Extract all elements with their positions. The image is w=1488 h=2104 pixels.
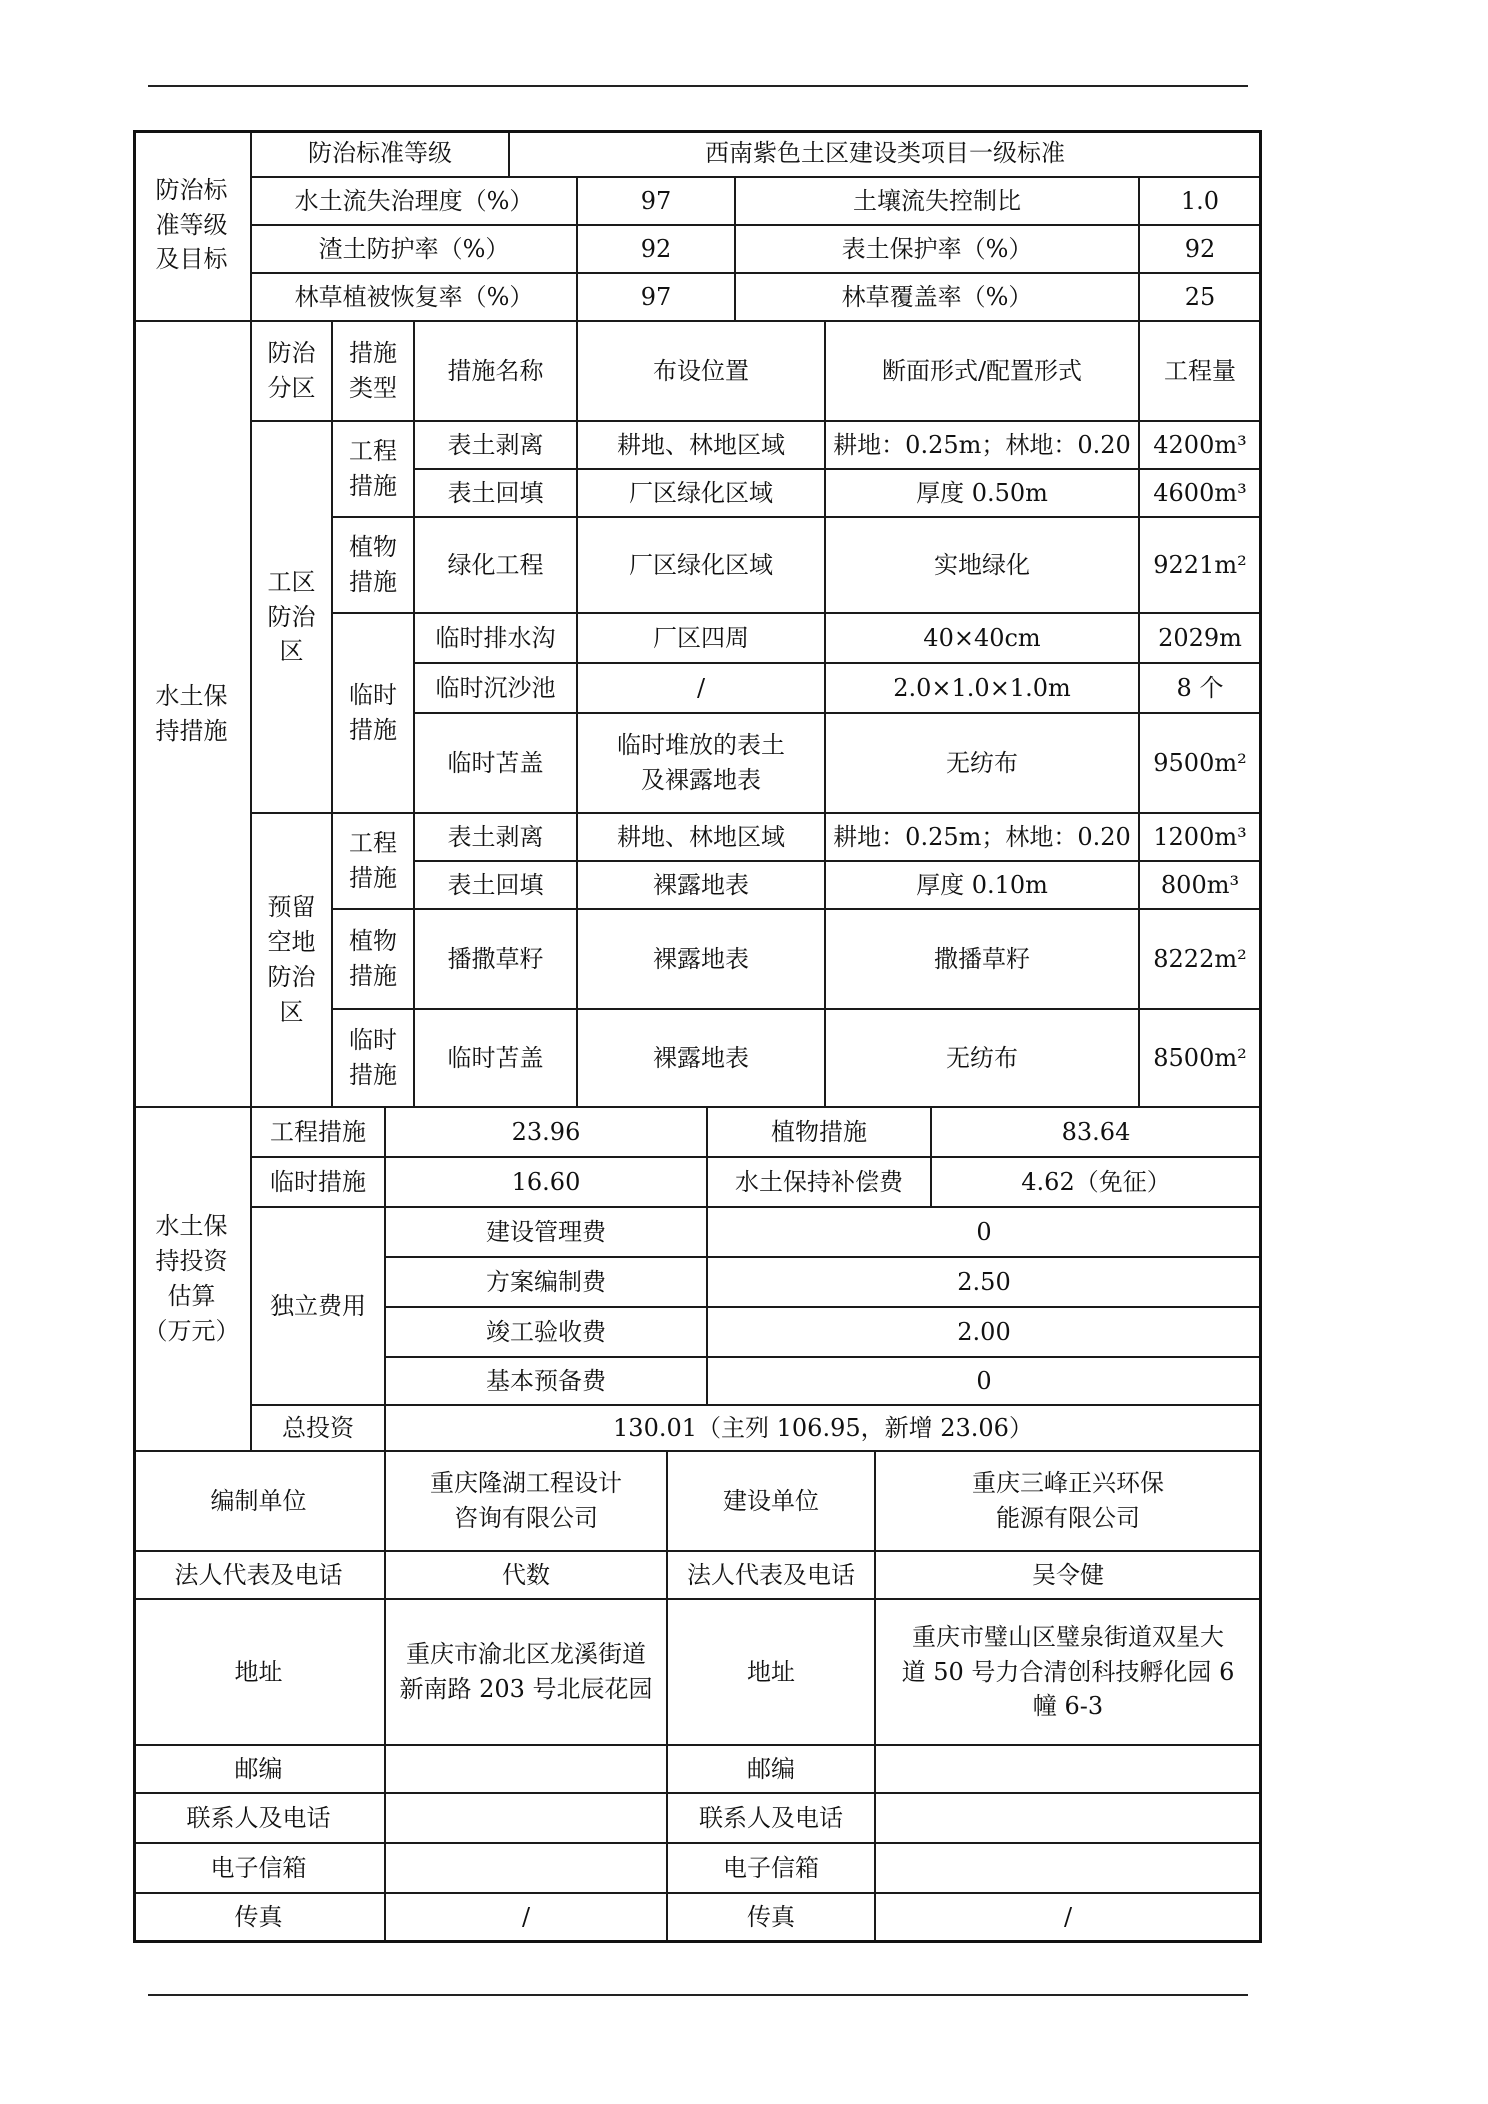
measure-form: 厚度 0.10m [826,862,1140,910]
investment-section-label: 水土保 持投资 估算 （万元） [133,1108,252,1452]
investment-comp-value: 4.62（免征） [932,1158,1262,1208]
indep-item-label: 方案编制费 [386,1258,708,1308]
standard-value-1a: 97 [578,178,736,226]
fax-label-left: 传真 [133,1894,386,1943]
measure-form: 耕地：0.25m；林地：0.20 [826,422,1140,470]
investment-plant-label: 植物措施 [708,1108,932,1158]
measure-quantity: 800m³ [1140,862,1262,910]
measure-name: 临时沉沙池 [415,664,578,714]
legal-value-right: 吴令健 [876,1552,1262,1600]
measure-position: 耕地、林地区域 [578,814,826,862]
measure-quantity: 9221m² [1140,518,1262,614]
header-type: 措施 类型 [333,322,415,422]
standard-label-1b: 土壤流失控制比 [736,178,1140,226]
indep-item-label: 竣工验收费 [386,1308,708,1358]
standard-value-3a: 97 [578,274,736,322]
indep-item-value: 2.00 [708,1308,1262,1358]
fax-value-left: / [386,1894,668,1943]
standard-value-2a: 92 [578,226,736,274]
address-value-right: 重庆市璧山区璧泉街道双星大 道 50 号力合清创科技孵化园 6 幢 6-3 [876,1600,1262,1746]
measure-name: 临时苫盖 [415,1010,578,1108]
type-engineering-2: 工程 措施 [333,814,415,910]
contact-label-left: 联系人及电话 [133,1794,386,1844]
measure-quantity: 4600m³ [1140,470,1262,518]
zip-label-right: 邮编 [668,1746,876,1794]
zip-value-right [876,1746,1262,1794]
measure-form: 撒播草籽 [826,910,1140,1010]
standard-value-3b: 25 [1140,274,1262,322]
compiler-value: 重庆隆湖工程设计 咨询有限公司 [386,1452,668,1552]
investment-total-label: 总投资 [252,1406,386,1452]
measure-name: 表土回填 [415,862,578,910]
measure-position: / [578,664,826,714]
type-engineering-1: 工程 措施 [333,422,415,518]
measure-form: 无纺布 [826,1010,1140,1108]
fax-value-right: / [876,1894,1262,1943]
email-value-left [386,1844,668,1894]
type-temporary-2: 临时 措施 [333,1010,415,1108]
standard-value-1b: 1.0 [1140,178,1262,226]
header-zone: 防治 分区 [252,322,333,422]
measure-quantity: 2029m [1140,614,1262,664]
type-temporary-1: 临时 措施 [333,614,415,814]
investment-total-value: 130.01（主列 106.95，新增 23.06） [386,1406,1262,1452]
email-value-right [876,1844,1262,1894]
measure-position: 厂区绿化区域 [578,470,826,518]
measure-name: 临时排水沟 [415,614,578,664]
legal-label-right: 法人代表及电话 [668,1552,876,1600]
measure-quantity: 9500m² [1140,714,1262,814]
standard-label-2a: 渣土防护率（%） [252,226,578,274]
email-label-left: 电子信箱 [133,1844,386,1894]
measure-form: 无纺布 [826,714,1140,814]
contact-value-left [386,1794,668,1844]
measure-name: 临时苫盖 [415,714,578,814]
investment-temp-label: 临时措施 [252,1158,386,1208]
investment-plant-value: 83.64 [932,1108,1262,1158]
investment-eng-value: 23.96 [386,1108,708,1158]
measure-quantity: 8500m² [1140,1010,1262,1108]
measure-name: 绿化工程 [415,518,578,614]
measure-quantity: 8222m² [1140,910,1262,1010]
compiler-label: 编制单位 [133,1452,386,1552]
measure-form: 耕地：0.25m；林地：0.20 [826,814,1140,862]
standard-label-3a: 林草植被恢复率（%） [252,274,578,322]
investment-temp-value: 16.60 [386,1158,708,1208]
fax-label-right: 传真 [668,1894,876,1943]
standard-label-3b: 林草覆盖率（%） [736,274,1140,322]
measure-form: 2.0×1.0×1.0m [826,664,1140,714]
measure-position: 厂区四周 [578,614,826,664]
address-value-left: 重庆市渝北区龙溪街道 新南路 203 号北辰花园 [386,1600,668,1746]
measure-position: 临时堆放的表土 及裸露地表 [578,714,826,814]
investment-indep-label: 独立费用 [252,1208,386,1406]
measure-name: 表土回填 [415,470,578,518]
indep-item-value: 2.50 [708,1258,1262,1308]
indep-item-label: 建设管理费 [386,1208,708,1258]
standard-level-value: 西南紫色土区建设类项目一级标准 [510,130,1262,178]
address-label-left: 地址 [133,1600,386,1746]
measure-position: 耕地、林地区域 [578,422,826,470]
legal-label-left: 法人代表及电话 [133,1552,386,1600]
measure-form: 实地绿化 [826,518,1140,614]
standard-level-label: 防治标准等级 [252,130,510,178]
measure-quantity: 1200m³ [1140,814,1262,862]
measure-position: 裸露地表 [578,1010,826,1108]
investment-eng-label: 工程措施 [252,1108,386,1158]
builder-label: 建设单位 [668,1452,876,1552]
email-label-right: 电子信箱 [668,1844,876,1894]
header-position: 布设位置 [578,322,826,422]
indep-item-value: 0 [708,1208,1262,1258]
builder-value: 重庆三峰正兴环保 能源有限公司 [876,1452,1262,1552]
address-label-right: 地址 [668,1600,876,1746]
standard-label-2b: 表土保护率（%） [736,226,1140,274]
type-plant-2: 植物 措施 [333,910,415,1010]
indep-item-value: 0 [708,1358,1262,1406]
contact-value-right [876,1794,1262,1844]
standard-label-1a: 水土流失治理度（%） [252,178,578,226]
investment-comp-label: 水土保持补偿费 [708,1158,932,1208]
measure-name: 表土剥离 [415,814,578,862]
measure-name: 播撒草籽 [415,910,578,1010]
legal-value-left: 代数 [386,1552,668,1600]
zone-work-area: 工区 防治 区 [252,422,333,814]
measure-quantity: 8 个 [1140,664,1262,714]
standard-section-label: 防治标 准等级 及目标 [133,130,252,322]
measure-quantity: 4200m³ [1140,422,1262,470]
contact-label-right: 联系人及电话 [668,1794,876,1844]
zip-value-left [386,1746,668,1794]
measure-form: 厚度 0.50m [826,470,1140,518]
measure-name: 表土剥离 [415,422,578,470]
measure-form: 40×40cm [826,614,1140,664]
measures-section-label: 水土保 持措施 [133,322,252,1108]
zip-label-left: 邮编 [133,1746,386,1794]
header-quantity: 工程量 [1140,322,1262,422]
indep-item-label: 基本预备费 [386,1358,708,1406]
measure-position: 厂区绿化区域 [578,518,826,614]
type-plant-1: 植物 措施 [333,518,415,614]
zone-reserved-land: 预留 空地 防治 区 [252,814,333,1108]
measure-position: 裸露地表 [578,862,826,910]
header-name: 措施名称 [415,322,578,422]
measure-position: 裸露地表 [578,910,826,1010]
header-form: 断面形式/配置形式 [826,322,1140,422]
standard-value-2b: 92 [1140,226,1262,274]
